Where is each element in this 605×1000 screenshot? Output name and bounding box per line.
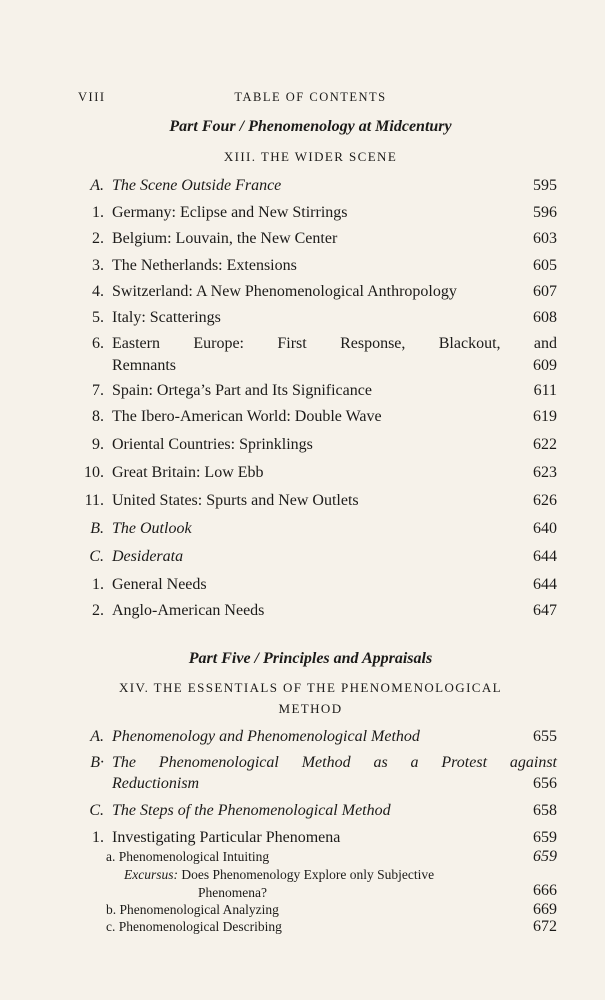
entry-number: 7.: [92, 382, 104, 399]
entry-title: United States: Spurts and New Outlets: [112, 492, 359, 509]
entry-number: 9.: [92, 436, 104, 453]
entry-title: The Netherlands: Extensions: [112, 257, 297, 274]
entry-number: 2.: [92, 602, 104, 619]
entry-page: 647: [533, 602, 557, 619]
entry-page: 619: [533, 408, 557, 425]
excursus-line2: Phenomena?: [198, 885, 267, 900]
entry-number: 1.: [92, 576, 104, 593]
entry-page: 640: [533, 520, 557, 537]
entry-page: 605: [533, 257, 557, 274]
entry-page: 658: [533, 802, 557, 819]
entry-title-continued: Remnants: [112, 357, 176, 374]
entry-number: 1.: [92, 204, 104, 221]
entry-page: 644: [533, 548, 557, 565]
entry-page: 595: [533, 177, 557, 194]
entry-number: B.: [90, 520, 104, 537]
entry-number: 5.: [92, 309, 104, 326]
running-title: TABLE OF CONTENTS: [234, 90, 387, 104]
entry-page: 607: [533, 283, 557, 300]
entry-title: Belgium: Louvain, the New Center: [112, 230, 338, 247]
entry-page: 608: [533, 309, 557, 326]
entry-number: 11.: [84, 492, 104, 509]
entry-number: A.: [90, 177, 104, 194]
entry-number: C.: [89, 802, 104, 819]
entry-title: Oriental Countries: Sprinklings: [112, 436, 313, 453]
sub-entry-title: c. Phenomenological Describing: [106, 919, 282, 934]
entry-number: B·: [90, 754, 104, 771]
entry-title: The Phenomenological Method as a Protest against: [112, 754, 557, 771]
entry-number: A.: [90, 728, 104, 745]
sub-entry-page: 659: [533, 848, 557, 865]
entry-page: 656: [533, 775, 557, 792]
entry-title: Anglo-American Needs: [112, 602, 265, 619]
page-folio: VIII: [78, 90, 106, 104]
entry-title: Italy: Scatterings: [112, 309, 221, 326]
entry-page: 655: [533, 728, 557, 745]
entry-number: 8.: [92, 408, 104, 425]
entry-page: 622: [533, 436, 557, 453]
sub-entry-page: 672: [533, 918, 557, 935]
chapter-xiv-heading-line2: METHOD: [278, 701, 343, 716]
entry-title: Spain: Ortega’s Part and Its Significance: [112, 382, 372, 399]
sub-entry-title: a. Phenomenological Intuiting: [106, 849, 270, 864]
entry-title: Switzerland: A New Phenomenological Anthropology: [112, 283, 457, 300]
entry-page: 659: [533, 829, 557, 846]
entry-title-continued: Reductionism: [112, 775, 200, 792]
entry-page: 623: [533, 464, 557, 481]
entry-page: 644: [533, 576, 557, 593]
excursus-label: Excursus:: [124, 867, 178, 882]
entry-title: Germany: Eclipse and New Stirrings: [112, 204, 348, 221]
entry-page: 603: [533, 230, 557, 247]
entry-title: General Needs: [112, 576, 207, 593]
entry-number: 10.: [84, 464, 104, 481]
entry-title: Desiderata: [112, 548, 184, 565]
entry-number: 2.: [92, 230, 104, 247]
excursus-page: 666: [533, 882, 557, 899]
entry-title: The Ibero-American World: Double Wave: [112, 408, 382, 425]
entry-title: Great Britain: Low Ebb: [112, 464, 264, 481]
entry-page: 596: [533, 204, 557, 221]
entry-number: 4.: [92, 283, 104, 300]
entry-title: The Outlook: [112, 520, 192, 537]
sub-entry-page: 669: [533, 901, 557, 918]
entry-number: 1.: [92, 829, 104, 846]
excursus-text: Does Phenomenology Explore only Subjective: [181, 867, 435, 882]
entry-title: Investigating Particular Phenomena: [112, 829, 341, 846]
entry-title: The Steps of the Phenomenological Method: [112, 802, 391, 819]
part-four-heading: Part Four / Phenomenology at Midcentury: [169, 118, 452, 135]
excursus-line1: [124, 866, 557, 884]
entry-number: 6.: [92, 335, 104, 352]
entry-page: 626: [533, 492, 557, 509]
entry-title: Eastern Europe: First Response, Blackout, and: [112, 335, 557, 352]
entry-page: 611: [533, 382, 557, 399]
sub-entry-title: b. Phenomenological Analyzing: [106, 902, 279, 917]
entry-title: Phenomenology and Phenomenological Method: [112, 728, 420, 745]
part-five-heading: Part Five / Principles and Appraisals: [188, 650, 433, 667]
chapter-xiv-heading-line1: XIV. THE ESSENTIALS OF THE PHENOMENOLOGICAL: [118, 680, 503, 695]
entry-title: The Scene Outside France: [112, 177, 282, 194]
entry-page: 609: [533, 357, 557, 374]
entry-number: C.: [89, 548, 104, 565]
chapter-xiii-heading: XIII. THE WIDER SCENE: [223, 149, 398, 164]
entry-number: 3.: [92, 257, 104, 274]
